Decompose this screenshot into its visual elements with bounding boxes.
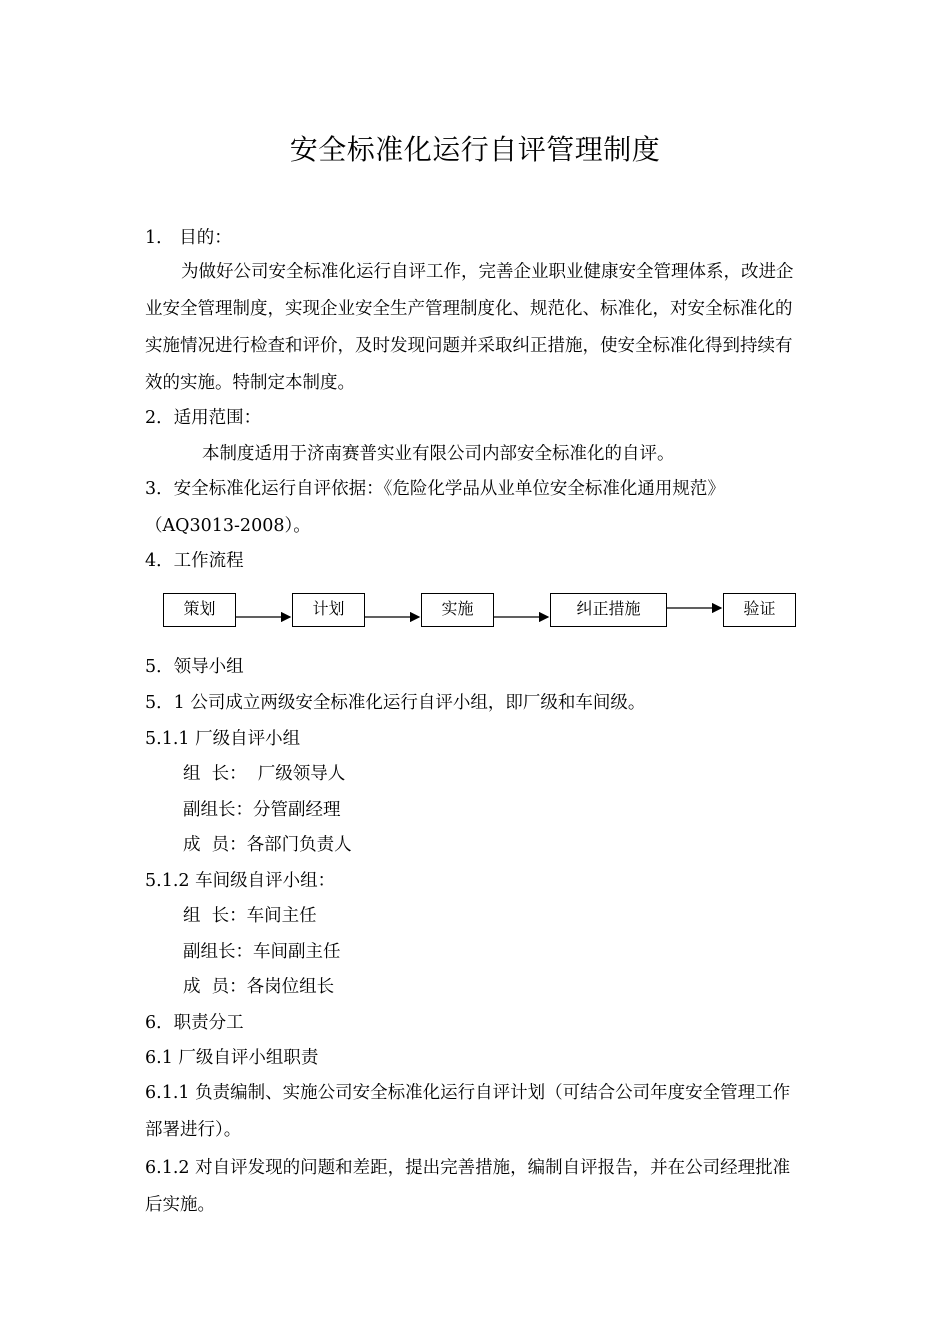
workshop-leader: 组 长：车间主任 — [183, 906, 317, 926]
factory-members: 成 员：各部门负责人 — [183, 835, 352, 855]
flow-step-implement: 实施 — [421, 593, 494, 627]
section-1-body — [145, 254, 807, 402]
factory-deputy: 副组长：分管副经理 — [183, 800, 341, 820]
section-5-heading: 5．领导小组 — [145, 657, 244, 677]
section-1-text: 为做好公司安全标准化运行自评工作，完善企业职业健康安全管理体系，改进企业安全管理制度，实现企业安全生产管理制度化、规范化、标准化，对安全标准化的实施情况进行检查和评价，及时发现问题并采取纠正措施，使安全标准化得到持续有效的实施。特制定本制度。 — [145, 262, 794, 393]
section-5-1-1: 5.1.1 厂级自评小组 — [145, 729, 301, 749]
section-6-1: 6.1 厂级自评小组职责 — [145, 1048, 319, 1068]
document-title: 安全标准化运行自评管理制度 — [289, 133, 661, 166]
section-1-heading: 1． 目的： — [145, 228, 232, 248]
section-2-body: 本制度适用于济南赛普实业有限公司内部安全标准化的自评。 — [202, 444, 675, 464]
section-3-line1: 3．安全标准化运行自评依据：《危险化学品从业单位安全标准化通用规范》 — [145, 479, 725, 499]
factory-leader: 组 长： 厂级领导人 — [183, 764, 346, 784]
section-5-1-2: 5.1.2 车间级自评小组： — [145, 871, 336, 891]
workshop-deputy: 副组长：车间副主任 — [183, 942, 341, 962]
section-4-heading: 4．工作流程 — [145, 551, 244, 571]
section-2-heading: 2．适用范围： — [145, 408, 262, 428]
section-5-1: 5．1 公司成立两级安全标准化运行自评小组，即厂级和车间级。 — [145, 693, 646, 713]
section-6-1-1: 6.1.1 负责编制、实施公司安全标准化运行自评计划（可结合公司年度安全管理工作部署进行）。 — [145, 1083, 791, 1140]
section-6-1-2: 6.1.2 对自评发现的问题和差距，提出完善措施，编制自评报告，并在公司经理批准后实施。 — [145, 1158, 791, 1215]
flow-step-plan: 策划 — [163, 593, 236, 627]
workshop-members: 成 员：各岗位组长 — [183, 977, 335, 997]
section-6-heading: 6．职责分工 — [145, 1013, 244, 1033]
section-3-line2: （AQ3013-2008）。 — [145, 516, 311, 536]
flow-step-schedule: 计划 — [292, 593, 365, 627]
flow-step-verify: 验证 — [723, 593, 796, 627]
flow-step-correct: 纠正措施 — [550, 593, 667, 627]
